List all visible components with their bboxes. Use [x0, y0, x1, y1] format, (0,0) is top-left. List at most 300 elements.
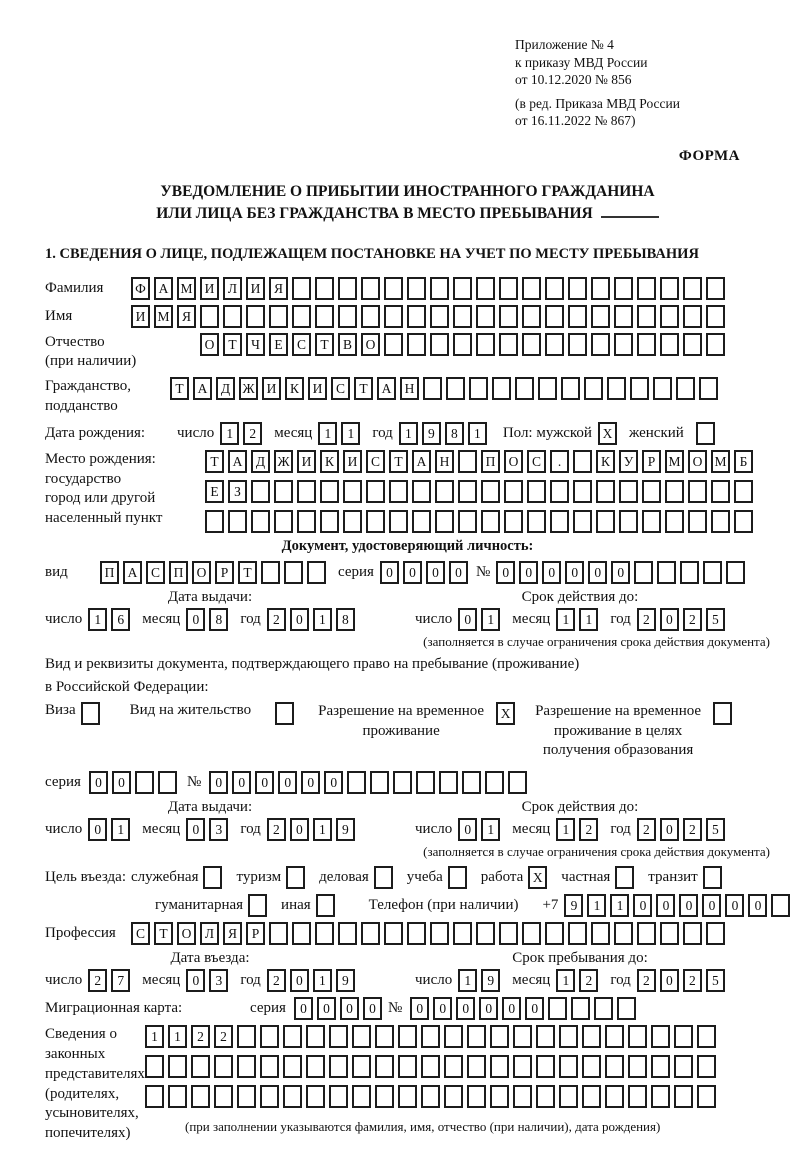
char-cell[interactable]: 0 [186, 608, 205, 631]
char-cell[interactable] [706, 305, 725, 328]
char-cell[interactable] [619, 510, 638, 533]
char-cell[interactable] [261, 561, 280, 584]
char-cell[interactable]: 0 [449, 561, 468, 584]
char-cell[interactable] [614, 333, 633, 356]
char-cell[interactable]: И [297, 450, 316, 473]
char-cell[interactable]: И [200, 277, 219, 300]
char-cell[interactable]: X [598, 422, 617, 445]
char-cell[interactable] [476, 333, 495, 356]
char-cell[interactable] [485, 771, 504, 794]
char-cell[interactable] [481, 480, 500, 503]
char-cell[interactable] [283, 1055, 302, 1078]
char-cell[interactable]: Т [170, 377, 189, 400]
char-cell[interactable]: И [343, 450, 362, 473]
char-cell[interactable] [508, 771, 527, 794]
char-cell[interactable] [135, 771, 154, 794]
char-cell[interactable] [688, 510, 707, 533]
char-cell[interactable]: 0 [456, 997, 475, 1020]
char-cell[interactable] [527, 510, 546, 533]
char-cell[interactable] [453, 277, 472, 300]
char-cell[interactable] [545, 922, 564, 945]
char-cell[interactable]: О [177, 922, 196, 945]
char-cell[interactable] [191, 1055, 210, 1078]
char-cell[interactable] [584, 377, 603, 400]
char-cell[interactable] [615, 866, 634, 889]
char-cell[interactable] [596, 510, 615, 533]
char-cell[interactable]: Ж [239, 377, 258, 400]
char-cell[interactable]: Ч [246, 333, 265, 356]
char-cell[interactable] [251, 510, 270, 533]
char-cell[interactable] [205, 510, 224, 533]
char-cell[interactable] [237, 1085, 256, 1108]
char-cell[interactable] [203, 866, 222, 889]
char-cell[interactable] [352, 1055, 371, 1078]
char-cell[interactable]: 0 [410, 997, 429, 1020]
char-cell[interactable]: 5 [706, 969, 725, 992]
char-cell[interactable]: 2 [683, 608, 702, 631]
char-cell[interactable] [545, 277, 564, 300]
char-cell[interactable] [375, 1085, 394, 1108]
char-cell[interactable] [398, 1085, 417, 1108]
char-cell[interactable]: 5 [706, 608, 725, 631]
char-cell[interactable] [711, 510, 730, 533]
char-cell[interactable]: 0 [656, 894, 675, 917]
char-cell[interactable] [421, 1025, 440, 1048]
char-cell[interactable]: 1 [313, 818, 332, 841]
char-cell[interactable]: П [169, 561, 188, 584]
char-cell[interactable]: С [331, 377, 350, 400]
char-cell[interactable] [591, 277, 610, 300]
char-cell[interactable] [674, 1085, 693, 1108]
char-cell[interactable] [407, 922, 426, 945]
char-cell[interactable]: 0 [479, 997, 498, 1020]
char-cell[interactable]: 1 [481, 608, 500, 631]
char-cell[interactable] [683, 333, 702, 356]
char-cell[interactable] [596, 480, 615, 503]
char-cell[interactable] [651, 1055, 670, 1078]
char-cell[interactable]: 0 [255, 771, 274, 794]
char-cell[interactable] [366, 510, 385, 533]
char-cell[interactable]: X [528, 866, 547, 889]
char-cell[interactable]: X [496, 702, 515, 725]
char-cell[interactable] [430, 922, 449, 945]
char-cell[interactable] [423, 377, 442, 400]
char-cell[interactable] [283, 1025, 302, 1048]
char-cell[interactable] [444, 1055, 463, 1078]
char-cell[interactable]: Л [223, 277, 242, 300]
char-cell[interactable]: 0 [324, 771, 343, 794]
char-cell[interactable] [384, 305, 403, 328]
char-cell[interactable] [435, 510, 454, 533]
char-cell[interactable]: Е [269, 333, 288, 356]
char-cell[interactable] [548, 997, 567, 1020]
char-cell[interactable]: Р [246, 922, 265, 945]
char-cell[interactable] [81, 702, 100, 725]
char-cell[interactable] [384, 922, 403, 945]
char-cell[interactable] [628, 1055, 647, 1078]
char-cell[interactable]: 1 [145, 1025, 164, 1048]
char-cell[interactable]: 0 [679, 894, 698, 917]
char-cell[interactable]: С [131, 922, 150, 945]
char-cell[interactable] [361, 277, 380, 300]
char-cell[interactable]: Л [200, 922, 219, 945]
char-cell[interactable] [637, 277, 656, 300]
char-cell[interactable] [347, 771, 366, 794]
char-cell[interactable]: К [285, 377, 304, 400]
char-cell[interactable]: Т [315, 333, 334, 356]
char-cell[interactable] [568, 333, 587, 356]
char-cell[interactable] [490, 1055, 509, 1078]
char-cell[interactable] [306, 1025, 325, 1048]
char-cell[interactable] [591, 333, 610, 356]
char-cell[interactable] [343, 480, 362, 503]
char-cell[interactable] [315, 922, 334, 945]
char-cell[interactable] [536, 1055, 555, 1078]
char-cell[interactable] [538, 377, 557, 400]
char-cell[interactable] [214, 1085, 233, 1108]
char-cell[interactable]: И [262, 377, 281, 400]
char-cell[interactable]: 0 [294, 997, 313, 1020]
char-cell[interactable] [513, 1025, 532, 1048]
char-cell[interactable]: 1 [458, 969, 477, 992]
char-cell[interactable] [536, 1025, 555, 1048]
char-cell[interactable] [522, 333, 541, 356]
char-cell[interactable]: 1 [481, 818, 500, 841]
char-cell[interactable] [416, 771, 435, 794]
char-cell[interactable]: А [193, 377, 212, 400]
char-cell[interactable]: 1 [220, 422, 239, 445]
char-cell[interactable] [697, 1025, 716, 1048]
char-cell[interactable]: 2 [683, 818, 702, 841]
char-cell[interactable]: Ф [131, 277, 150, 300]
char-cell[interactable] [550, 480, 569, 503]
char-cell[interactable] [366, 480, 385, 503]
char-cell[interactable]: А [412, 450, 431, 473]
char-cell[interactable]: 0 [611, 561, 630, 584]
char-cell[interactable] [568, 277, 587, 300]
char-cell[interactable] [527, 480, 546, 503]
char-cell[interactable]: 1 [88, 608, 107, 631]
char-cell[interactable]: К [596, 450, 615, 473]
char-cell[interactable] [338, 922, 357, 945]
char-cell[interactable] [145, 1085, 164, 1108]
char-cell[interactable]: 1 [168, 1025, 187, 1048]
char-cell[interactable] [398, 1055, 417, 1078]
char-cell[interactable] [228, 510, 247, 533]
char-cell[interactable] [248, 894, 267, 917]
char-cell[interactable]: К [320, 450, 339, 473]
char-cell[interactable]: 0 [290, 818, 309, 841]
char-cell[interactable]: 0 [209, 771, 228, 794]
char-cell[interactable] [651, 1025, 670, 1048]
char-cell[interactable] [499, 277, 518, 300]
char-cell[interactable] [696, 422, 715, 445]
char-cell[interactable]: 1 [579, 608, 598, 631]
char-cell[interactable] [642, 510, 661, 533]
char-cell[interactable]: Я [177, 305, 196, 328]
char-cell[interactable]: 0 [301, 771, 320, 794]
char-cell[interactable] [651, 1085, 670, 1108]
char-cell[interactable] [352, 1025, 371, 1048]
char-cell[interactable]: Д [251, 450, 270, 473]
char-cell[interactable] [453, 922, 472, 945]
char-cell[interactable] [284, 561, 303, 584]
char-cell[interactable] [260, 1085, 279, 1108]
char-cell[interactable] [605, 1085, 624, 1108]
char-cell[interactable] [329, 1085, 348, 1108]
char-cell[interactable] [561, 377, 580, 400]
char-cell[interactable] [398, 1025, 417, 1048]
char-cell[interactable]: 2 [683, 969, 702, 992]
char-cell[interactable]: 0 [725, 894, 744, 917]
char-cell[interactable] [389, 480, 408, 503]
char-cell[interactable] [237, 1055, 256, 1078]
char-cell[interactable] [706, 922, 725, 945]
char-cell[interactable] [430, 333, 449, 356]
char-cell[interactable] [307, 561, 326, 584]
char-cell[interactable] [361, 305, 380, 328]
char-cell[interactable]: А [228, 450, 247, 473]
char-cell[interactable]: 9 [336, 969, 355, 992]
char-cell[interactable]: 0 [380, 561, 399, 584]
char-cell[interactable] [458, 510, 477, 533]
char-cell[interactable] [297, 510, 316, 533]
char-cell[interactable]: 0 [403, 561, 422, 584]
char-cell[interactable] [292, 922, 311, 945]
char-cell[interactable] [444, 1085, 463, 1108]
char-cell[interactable]: 0 [660, 969, 679, 992]
char-cell[interactable] [469, 377, 488, 400]
char-cell[interactable]: 2 [637, 818, 656, 841]
char-cell[interactable]: 0 [519, 561, 538, 584]
char-cell[interactable]: О [504, 450, 523, 473]
char-cell[interactable] [607, 377, 626, 400]
char-cell[interactable] [653, 377, 672, 400]
char-cell[interactable] [680, 561, 699, 584]
char-cell[interactable]: 0 [112, 771, 131, 794]
char-cell[interactable] [513, 1085, 532, 1108]
char-cell[interactable]: 0 [502, 997, 521, 1020]
char-cell[interactable]: 2 [267, 969, 286, 992]
char-cell[interactable] [275, 702, 294, 725]
char-cell[interactable] [637, 922, 656, 945]
char-cell[interactable] [628, 1025, 647, 1048]
char-cell[interactable] [315, 277, 334, 300]
char-cell[interactable]: И [246, 277, 265, 300]
char-cell[interactable]: Е [205, 480, 224, 503]
char-cell[interactable] [703, 561, 722, 584]
char-cell[interactable] [683, 305, 702, 328]
char-cell[interactable]: 0 [748, 894, 767, 917]
char-cell[interactable] [657, 561, 676, 584]
char-cell[interactable] [628, 1085, 647, 1108]
char-cell[interactable] [522, 922, 541, 945]
char-cell[interactable] [591, 305, 610, 328]
char-cell[interactable] [446, 377, 465, 400]
char-cell[interactable] [412, 510, 431, 533]
char-cell[interactable]: 8 [336, 608, 355, 631]
char-cell[interactable] [582, 1055, 601, 1078]
char-cell[interactable] [329, 1055, 348, 1078]
char-cell[interactable] [522, 305, 541, 328]
char-cell[interactable] [407, 305, 426, 328]
char-cell[interactable] [660, 305, 679, 328]
char-cell[interactable] [292, 305, 311, 328]
char-cell[interactable] [467, 1025, 486, 1048]
char-cell[interactable]: 9 [336, 818, 355, 841]
char-cell[interactable]: 1 [468, 422, 487, 445]
char-cell[interactable]: 0 [278, 771, 297, 794]
char-cell[interactable] [619, 480, 638, 503]
char-cell[interactable]: 1 [313, 969, 332, 992]
char-cell[interactable]: 7 [111, 969, 130, 992]
char-cell[interactable]: М [711, 450, 730, 473]
char-cell[interactable] [306, 1055, 325, 1078]
char-cell[interactable] [582, 1025, 601, 1048]
char-cell[interactable]: О [200, 333, 219, 356]
char-cell[interactable] [315, 305, 334, 328]
char-cell[interactable]: 2 [267, 608, 286, 631]
char-cell[interactable] [522, 277, 541, 300]
char-cell[interactable] [260, 1025, 279, 1048]
char-cell[interactable]: 0 [633, 894, 652, 917]
char-cell[interactable]: 0 [232, 771, 251, 794]
char-cell[interactable] [559, 1025, 578, 1048]
char-cell[interactable] [559, 1055, 578, 1078]
char-cell[interactable] [476, 277, 495, 300]
char-cell[interactable]: С [527, 450, 546, 473]
char-cell[interactable] [430, 277, 449, 300]
char-cell[interactable]: 1 [610, 894, 629, 917]
char-cell[interactable] [260, 1055, 279, 1078]
char-cell[interactable]: 8 [445, 422, 464, 445]
char-cell[interactable]: 1 [556, 969, 575, 992]
char-cell[interactable] [490, 1085, 509, 1108]
char-cell[interactable] [591, 922, 610, 945]
char-cell[interactable]: 0 [458, 608, 477, 631]
char-cell[interactable]: 2 [579, 969, 598, 992]
char-cell[interactable]: 0 [363, 997, 382, 1020]
char-cell[interactable] [697, 1085, 716, 1108]
char-cell[interactable]: А [154, 277, 173, 300]
char-cell[interactable] [458, 450, 477, 473]
char-cell[interactable] [665, 480, 684, 503]
char-cell[interactable] [699, 377, 718, 400]
char-cell[interactable] [338, 305, 357, 328]
char-cell[interactable] [286, 866, 305, 889]
char-cell[interactable]: 2 [243, 422, 262, 445]
char-cell[interactable]: 0 [340, 997, 359, 1020]
char-cell[interactable] [274, 510, 293, 533]
char-cell[interactable]: Я [223, 922, 242, 945]
char-cell[interactable]: Р [642, 450, 661, 473]
char-cell[interactable] [642, 480, 661, 503]
char-cell[interactable] [343, 510, 362, 533]
char-cell[interactable] [771, 894, 790, 917]
char-cell[interactable] [573, 510, 592, 533]
char-cell[interactable] [504, 480, 523, 503]
char-cell[interactable] [499, 922, 518, 945]
char-cell[interactable] [734, 480, 753, 503]
char-cell[interactable]: Т [389, 450, 408, 473]
char-cell[interactable] [384, 333, 403, 356]
char-cell[interactable]: 1 [313, 608, 332, 631]
char-cell[interactable]: 3 [209, 969, 228, 992]
char-cell[interactable] [550, 510, 569, 533]
char-cell[interactable]: 0 [186, 969, 205, 992]
char-cell[interactable] [660, 277, 679, 300]
char-cell[interactable] [320, 480, 339, 503]
char-cell[interactable] [634, 561, 653, 584]
char-cell[interactable] [214, 1055, 233, 1078]
char-cell[interactable] [237, 1025, 256, 1048]
char-cell[interactable]: Т [354, 377, 373, 400]
char-cell[interactable] [374, 866, 393, 889]
char-cell[interactable] [251, 480, 270, 503]
char-cell[interactable]: Р [215, 561, 234, 584]
char-cell[interactable] [594, 997, 613, 1020]
char-cell[interactable]: С [366, 450, 385, 473]
char-cell[interactable] [630, 377, 649, 400]
char-cell[interactable] [462, 771, 481, 794]
char-cell[interactable] [453, 305, 472, 328]
char-cell[interactable]: 0 [458, 818, 477, 841]
char-cell[interactable]: 1 [341, 422, 360, 445]
char-cell[interactable]: Н [435, 450, 454, 473]
char-cell[interactable]: А [377, 377, 396, 400]
char-cell[interactable] [269, 922, 288, 945]
char-cell[interactable] [320, 510, 339, 533]
char-cell[interactable]: 2 [579, 818, 598, 841]
char-cell[interactable] [407, 277, 426, 300]
char-cell[interactable] [453, 333, 472, 356]
char-cell[interactable] [435, 480, 454, 503]
char-cell[interactable] [168, 1085, 187, 1108]
char-cell[interactable] [660, 922, 679, 945]
char-cell[interactable]: О [688, 450, 707, 473]
char-cell[interactable]: 1 [111, 818, 130, 841]
char-cell[interactable]: Т [223, 333, 242, 356]
char-cell[interactable]: Б [734, 450, 753, 473]
char-cell[interactable] [660, 333, 679, 356]
char-cell[interactable]: 0 [496, 561, 515, 584]
char-cell[interactable]: 0 [565, 561, 584, 584]
char-cell[interactable]: 0 [702, 894, 721, 917]
char-cell[interactable] [430, 305, 449, 328]
char-cell[interactable]: 1 [399, 422, 418, 445]
char-cell[interactable]: 3 [209, 818, 228, 841]
char-cell[interactable] [703, 866, 722, 889]
char-cell[interactable] [726, 561, 745, 584]
char-cell[interactable] [338, 277, 357, 300]
char-cell[interactable] [316, 894, 335, 917]
char-cell[interactable] [200, 305, 219, 328]
char-cell[interactable] [504, 510, 523, 533]
char-cell[interactable] [683, 277, 702, 300]
char-cell[interactable] [476, 922, 495, 945]
char-cell[interactable]: 9 [422, 422, 441, 445]
char-cell[interactable]: 9 [481, 969, 500, 992]
char-cell[interactable]: 9 [564, 894, 583, 917]
char-cell[interactable] [614, 305, 633, 328]
char-cell[interactable]: 2 [637, 969, 656, 992]
char-cell[interactable]: М [177, 277, 196, 300]
char-cell[interactable] [688, 480, 707, 503]
char-cell[interactable]: И [131, 305, 150, 328]
char-cell[interactable]: 6 [111, 608, 130, 631]
char-cell[interactable] [582, 1085, 601, 1108]
char-cell[interactable]: 1 [318, 422, 337, 445]
